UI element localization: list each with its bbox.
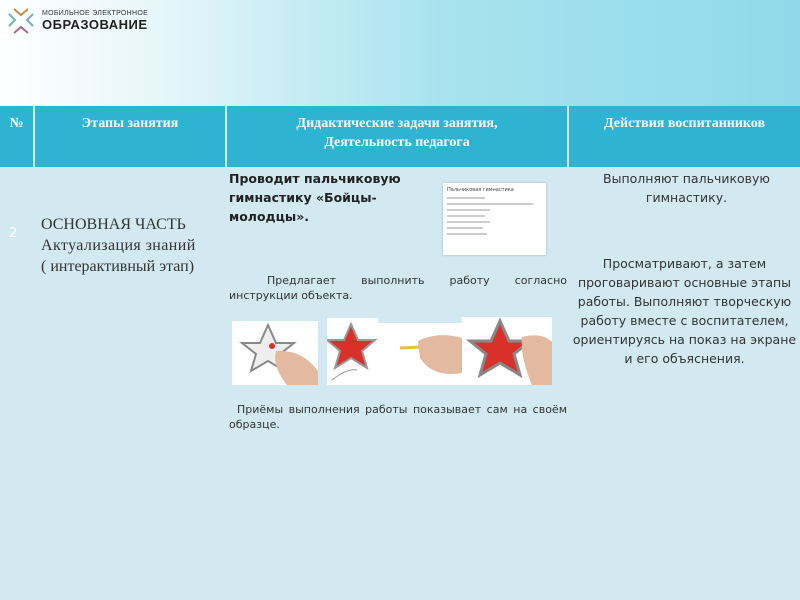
teacher-demo: Приёмы выполнения работы показывает сам на своём образце. [229,403,567,431]
header-actions: Действия воспитанников [569,106,800,167]
header-tasks: Дидактические задачи занятия, Деятельность педагога [227,106,567,167]
cell-stage [35,169,225,600]
header-stages: Этапы занятия [35,106,225,167]
logo-line1: МОБИЛЬНОЕ ЭЛЕКТРОННОЕ [42,10,149,17]
top-banner [0,0,800,106]
logo-icon [6,6,36,36]
doc-title: Пальчиковая гимнастика [447,187,514,193]
children-p1: Выполняют пальчиковую гимнастику. [603,171,770,205]
stage-title: ОСНОВНАЯ ЧАСТЬ [41,216,186,233]
cell-number [0,169,33,600]
children-p2: Просматривают, а затем проговаривают основные этапы работы. Выполняют творческую работу вместе с воспитателем, ориентируясь на показ на экране и его объяснения. [572,256,797,366]
row-number: 2 [9,226,18,241]
logo [6,6,148,36]
cell-children [569,169,800,600]
stage-subtitle: Актуализация знаний [41,237,196,254]
step-photo-4 [462,317,552,385]
header-number: № [0,106,33,167]
step-photo-1 [232,321,318,385]
step-photo-2 [327,318,378,385]
stage-note: ( интерактивный этап) [41,258,195,275]
gymnastics-document-thumbnail [443,183,546,255]
logo-line2: ОБРАЗОВАНИЕ [42,17,148,32]
step-photo-3 [378,323,462,385]
teacher-heading: Проводит пальчиковую гимнастику «Бойцы-молодцы». [229,171,401,224]
teacher-instruction: Предлагает выполнить работу согласно инструкции объекта. [229,274,567,302]
